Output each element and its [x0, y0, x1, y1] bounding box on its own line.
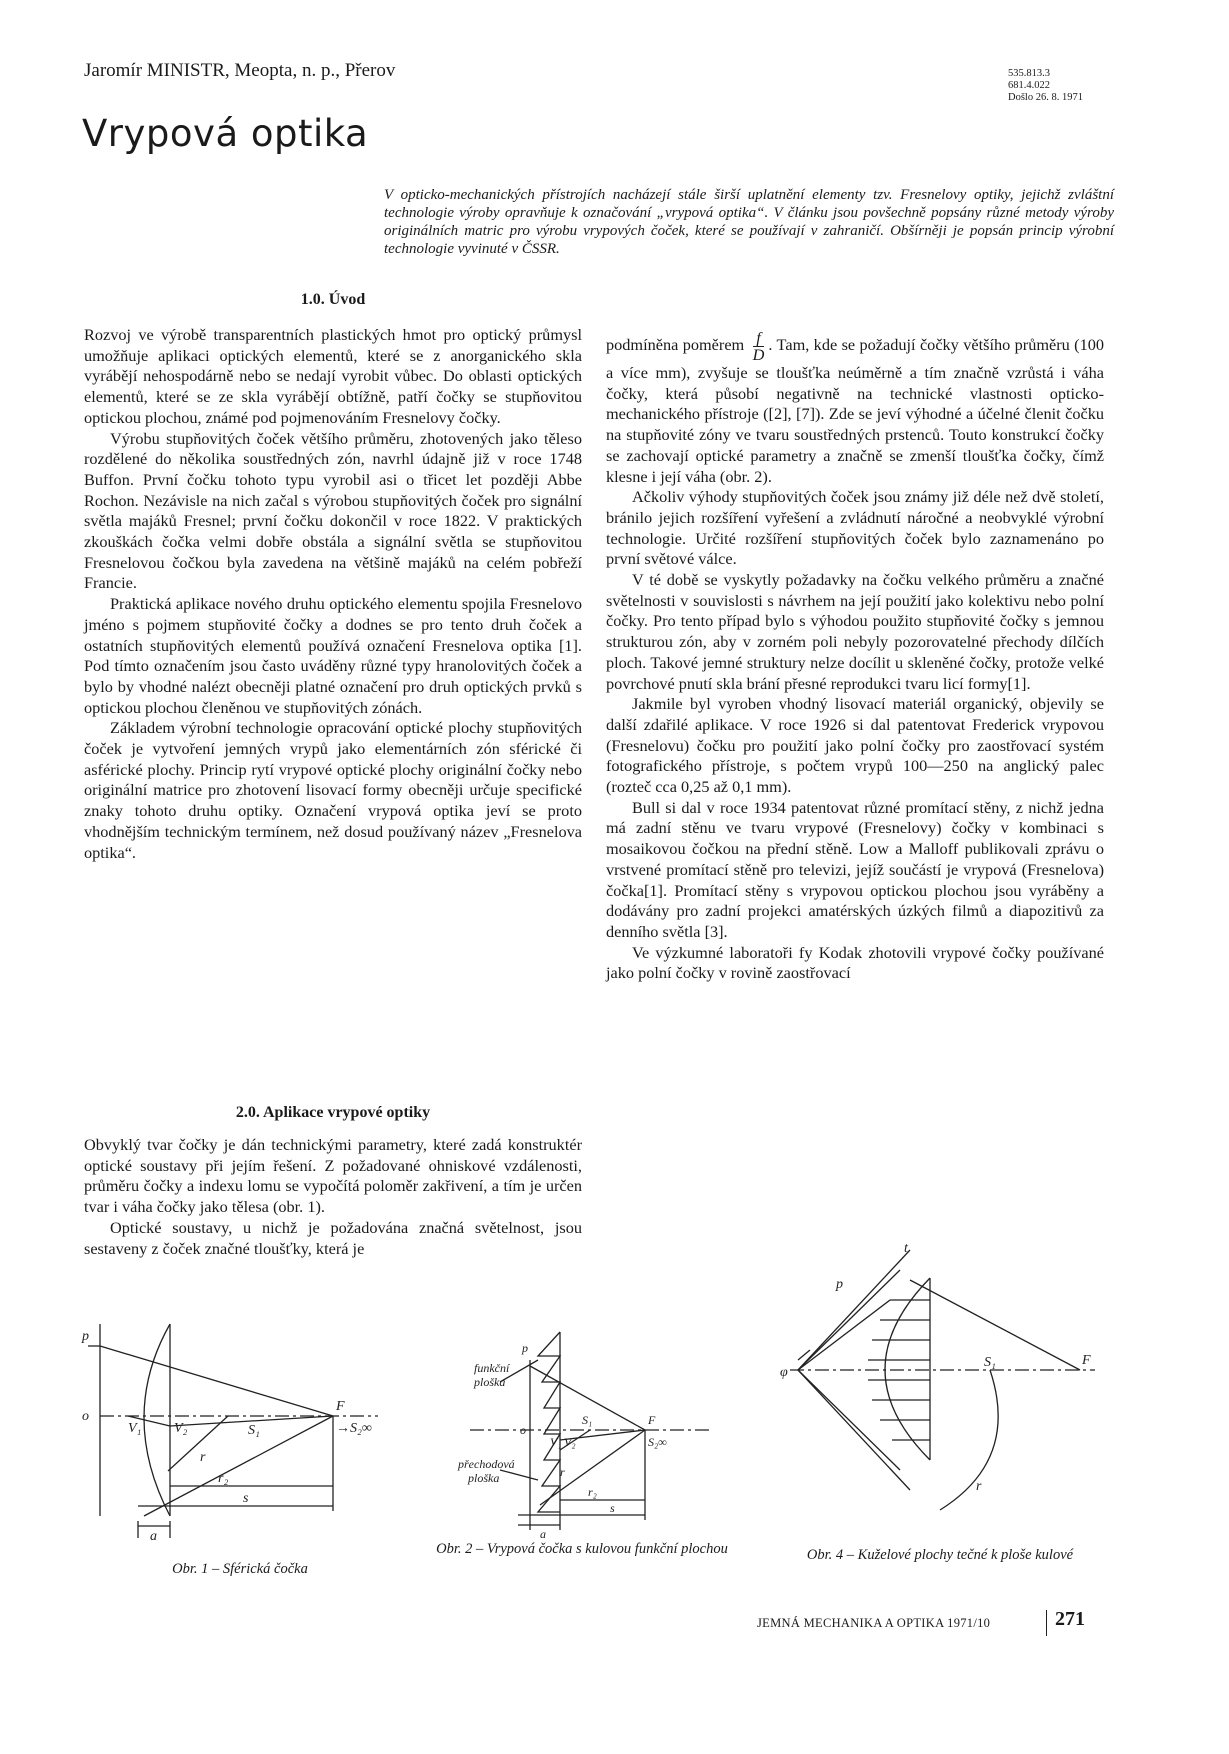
label-v1: V₁ — [128, 1421, 142, 1436]
paragraph: Ačkoliv výhody stupňovitých čoček jsou známy již déle než dvě století, bránilo jejich rozšíření vyřešení a zvládnutí náročné a neobvyklé výrobní technologie. Určité rozšíření stupňovitých čoček bylo zaznamenáno po první světové válce. — [606, 487, 1104, 569]
label-ploska: ploška — [474, 1375, 506, 1389]
label-s: s — [243, 1491, 249, 1506]
label-ploska: ploška — [468, 1471, 500, 1485]
udc-codes — [1008, 68, 1083, 104]
label-v2: V₂ — [174, 1421, 188, 1436]
paragraph: Základem výrobní technologie opracování optické plochy stupňovitých čoček je vytvoření jemných vrypů jako elementárních zón sférické či asférické plochy. Princip rytí vrypové optické plochy originální čočky nebo originální matrice pro zhotovení lisovací formy obecněji určuje specifické znaky tohoto druhu optiky. Označení vrypová optika jeví se proto vhodnějším technickým termínem, než dosud používaný název „Fresnelova optika“. — [84, 718, 582, 862]
paragraph: Jakmile byl vyroben vhodný lisovací materiál organický, objevily se další zdařilé aplikace. V roce 1926 si dal patentovat Frederick vrypovou (Fresnelovu) čočku pro použití jako polní čočky pro zaostřovací systém fotografického přístroje, s počtem vrypů 100—250 na anglický palec (rozteč cca 0,25 až 0,1 mm). — [606, 694, 1104, 797]
author-line: Jaromír MINISTR, Meopta, n. p., Přerov — [84, 60, 396, 81]
label-o: o — [520, 1423, 526, 1437]
label-p: p — [522, 1341, 528, 1355]
udc-code: 681.4.022 — [1008, 80, 1050, 91]
label-r2: r₂ — [218, 1471, 229, 1486]
left-column-section2 — [84, 1135, 582, 1259]
figure-2-fresnel-lens — [410, 1330, 750, 1540]
text-run: většího průměru (100 a více mm), zvyšuje se tloušťka neúměrně a tím značně vzrůstá i váha čočky, která působí negativně na technické vlastnosti opticko-mechanického přístroje ([2], [7]). Zde se jeví výhodné a účelné členit čočku na stupňovité zóny ve tvaru soustředných prstenců. Touto konstrukcí čočky se zachovají optické parametry a značně se zmenší tloušťka čočky, čímž klesne i její váha (obr. 2). — [606, 335, 1105, 486]
label-r: r — [560, 1465, 565, 1479]
figure-4-conical-surfaces — [780, 1240, 1110, 1540]
section-heading: 1.0. Úvod — [300, 291, 366, 308]
received-date: Došlo 26. 8. 1971 — [1008, 92, 1083, 103]
label-p: p — [836, 1277, 843, 1292]
udc-code: 535.813.3 — [1008, 68, 1050, 79]
fraction-f-over-d — [753, 330, 765, 363]
paragraph — [606, 330, 1104, 487]
label-v1: V₁ — [550, 1435, 562, 1449]
label-s1: S₁ — [582, 1413, 593, 1427]
label-s1: S₁ — [248, 1423, 260, 1438]
paragraph: Výrobu stupňovitých čoček většího průměru, zhotovených jako těleso rozdělené do několika soustředných zón, navrhl údajně již v roce 1748 Buffon. První čočku tohoto typu vyrobil asi o třicet let později Abbe Rochon. Nezávisle na nich začal s výrobou stupňovitých čoček pro signální světla majáků Fresnel; první čočku dokončil v roce 1822. V praktických zkouškách čočka velmi dobře obstála a signální světla se stupňovitou Fresnelovou čočkou byla zavedena na většině majáků na celém pobřeží Francie. — [84, 428, 582, 593]
article-title: Vrypová optika — [82, 112, 369, 155]
label-s2: S₂∞ — [648, 1435, 667, 1449]
label-prechodova: přechodová — [458, 1457, 515, 1471]
left-column-section1 — [84, 325, 582, 863]
abstract: V opticko-mechanických přístrojích nacházejí stále širší uplatnění elementy tzv. Fresnelovy optiky, jejichž zvláštní technologie výroby opravňuje k označování „vrypová optika“. V článku jsou povšechně popsány různé metody výroby originálních matric pro výrobu vrypových čoček, které se používají v zahraničí. Obšírněji je popsán princip výrobní technologie vyvinuté v ČSSR. — [384, 187, 1114, 257]
label-f: F — [1082, 1353, 1091, 1368]
label-f: F — [336, 1399, 345, 1414]
right-column — [606, 330, 1104, 984]
text-run: . Tam, kde se požadují čočky — [768, 335, 959, 355]
footer-divider — [1046, 1610, 1047, 1636]
label-r2: r₂ — [588, 1485, 597, 1499]
label-f: F — [648, 1413, 656, 1427]
label-s2: →S₂∞ — [336, 1421, 372, 1436]
section-heading: 2.0. Aplikace vrypové optiky — [235, 1104, 431, 1121]
fraction-denominator: D — [752, 345, 765, 364]
paragraph: Bull si dal v roce 1934 patentovat různé promítací stěny, z nichž jedna má zadní stěnu ve tvaru vrypové (Fresnelovy) čočky v kombinaci s mosaikovou čočkou na přední stěně. Low a Malloff publikovali zprávu o vrstvené promítací stěně pro televizi, jejíž součástí je vrypová (Fresnelova) čočka[1]. Promítací stěny s vrypovou optickou plochou jsou vyráběny a dodávány pro zadní projekci amatérských úzkých filmů a diapozitivů za denního světla [3]. — [606, 797, 1104, 941]
label-phi: φ — [780, 1365, 788, 1380]
label-r: r — [200, 1450, 206, 1465]
paragraph: V té době se vyskytly požadavky na čočku velkého průměru a značné světelnosti v souvislosti s návrhem na její použití jako kolektivu nebo polní čočky. Pro tento případ bylo s výhodou použito stupňovité čočky s jemnou strukturou zón, aby v zorném poli nebyly pozorovatelné přechody dílčích ploch. Takové jemné struktury nelze docílit u skleněné čočky, protože velké povrchové pnutí skla brání přesné reprodukci tvaru licí formy[1]. — [606, 570, 1104, 693]
label-t: t — [904, 1241, 908, 1256]
label-a: a — [540, 1527, 546, 1540]
label-a: a — [150, 1529, 157, 1544]
journal-footer: JEMNÁ MECHANIKA A OPTIKA 1971/10 — [757, 1616, 991, 1630]
label-s1: S₁ — [984, 1355, 996, 1370]
text-run: podmíněna poměrem — [606, 335, 745, 355]
paragraph: Rozvoj ve výrobě transparentních plastických hmot pro optický průmysl umožňuje aplikaci optických elementů, které se z anorganického skla vyrábějí nehospodárně nebo se nedají vyrobit vůbec. Do oblasti optických elementů, které se ze skla vyrábějí obtížně, patří čočky se stupňovitou optickou plochou, známé pod pojmenováním Fresnelovy čočky. — [84, 325, 582, 427]
label-r: r — [976, 1479, 982, 1494]
label-funkcni: funkční — [474, 1361, 510, 1375]
label-s: s — [610, 1501, 615, 1515]
label-p: p — [82, 1329, 89, 1344]
figure-2-caption: Obr. 2 – Vrypová čočka s kulovou funkční plochou — [436, 1541, 728, 1557]
figure-1-caption: Obr. 1 – Sférická čočka — [172, 1561, 308, 1577]
paragraph: Optické soustavy, u nichž je požadována značná světelnost, jsou sestaveny z čoček značné tloušťky, která je — [84, 1217, 582, 1258]
figure-4-caption: Obr. 4 – Kuželové plochy tečné k ploše kulové — [806, 1547, 1074, 1563]
fraction-numerator: f — [753, 330, 765, 347]
label-v2: V₂ — [564, 1435, 576, 1449]
figure-1-spherical-lens — [78, 1316, 408, 1546]
label-o: o — [82, 1409, 89, 1424]
paragraph: Obvyklý tvar čočky je dán technickými parametry, které zadá konstruktér optické soustavy při jejím řešení. Z požadované ohniskové vzdálenosti, průměru čočky a indexu lomu se vypočítá poloměr zakřivení, a tím je určen tvar i váha čočky jako tělesa (obr. 1). — [84, 1135, 582, 1217]
paragraph: Ve výzkumné laboratoři fy Kodak zhotovili vrypové čočky používané jako polní čočky v rovině zaostřovací — [606, 942, 1104, 983]
paragraph: Praktická aplikace nového druhu optického elementu spojila Fresnelovo jméno s pojmem stupňovité čočky a dodnes se pro tento druh čoček a ostatních stupňovitých elementů používá označení Fresnelova optika [1]. Pod tímto označením jsou často uváděny různé typy hranolovitých čoček a bylo by vhodné nalézt obecněji platné označení pro druh optických prvků s optickou plochou členěnou ve stupňovitých zónách. — [84, 594, 582, 717]
page-number: 271 — [1055, 1608, 1085, 1630]
